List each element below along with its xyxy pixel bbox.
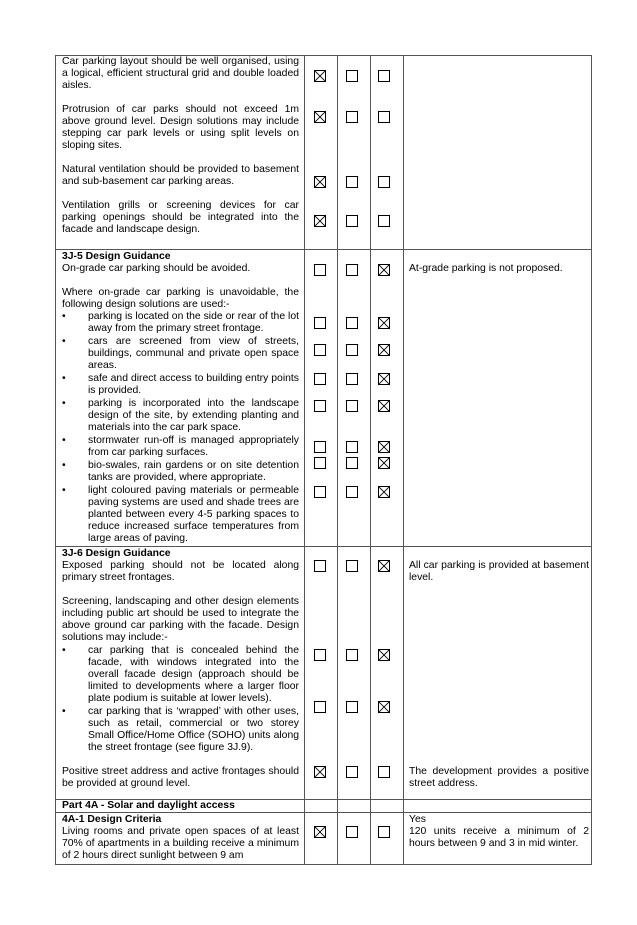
bullet-icon: • — [62, 485, 66, 496]
requirement-text: Living rooms and private open spaces of at least 70% of apartments in a building receive a minimum of 2 hours direct sunlight between 9 am — [62, 826, 299, 861]
checkbox-checked[interactable] — [314, 826, 326, 838]
requirement-text: Car parking layout should be well organised, using a logical, efficient structural grid and double loaded aisles. — [62, 56, 299, 91]
requirement-text: On-grade car parking should be avoided. — [62, 263, 251, 274]
checkbox[interactable] — [346, 560, 358, 572]
checkbox-checked[interactable] — [378, 317, 390, 329]
checkbox[interactable] — [314, 264, 326, 276]
checkbox[interactable] — [378, 70, 390, 82]
column-divider — [304, 56, 305, 864]
bullet-text: car parking that is ‘wrapped’ with other uses, such as retail, commercial or two storey Small Office/Home Office (SOHO) units along the street frontage (see figure 3J.9). — [88, 706, 299, 753]
checkbox[interactable] — [314, 649, 326, 661]
requirement-text: Ventilation grills or screening devices for car parking openings should be integrated into the facade and landscape design. — [62, 200, 299, 235]
checkbox-checked[interactable] — [378, 560, 390, 572]
cross-icon — [379, 702, 389, 712]
checkbox[interactable] — [314, 560, 326, 572]
bullet-icon: • — [62, 311, 66, 322]
cross-icon — [379, 318, 389, 328]
bullet-icon: • — [62, 706, 66, 717]
checkbox-checked[interactable] — [314, 766, 326, 778]
row-divider — [56, 812, 591, 813]
checkbox[interactable] — [346, 649, 358, 661]
bullet-text: safe and direct access to building entry points is provided. — [88, 373, 299, 396]
checkbox-checked[interactable] — [378, 486, 390, 498]
checkbox[interactable] — [346, 441, 358, 453]
comment-text: At-grade parking is not proposed. — [409, 263, 563, 274]
bullet-text: parking is located on the side or rear of the lot away from the primary street frontage. — [88, 311, 299, 334]
checkbox[interactable] — [346, 317, 358, 329]
column-divider — [337, 56, 338, 864]
checkbox[interactable] — [314, 441, 326, 453]
requirement-text: Natural ventilation should be provided to basement and sub-basement car parking areas. — [62, 164, 299, 187]
checkbox-checked[interactable] — [378, 344, 390, 356]
bullet-icon: • — [62, 373, 66, 384]
checkbox-checked[interactable] — [378, 400, 390, 412]
row-divider — [56, 546, 591, 547]
checkbox[interactable] — [378, 215, 390, 227]
comment-text: All car parking is provided at basement level. — [409, 560, 589, 583]
checkbox[interactable] — [346, 826, 358, 838]
column-divider — [403, 56, 404, 864]
bullet-icon: • — [62, 435, 66, 446]
checkbox-checked[interactable] — [378, 441, 390, 453]
cross-icon — [315, 827, 325, 837]
bullet-text: cars are screened from view of streets, buildings, communal and private open space areas. — [88, 336, 299, 371]
cross-icon — [379, 374, 389, 384]
section-heading: 4A-1 Design Criteria — [62, 814, 162, 825]
cross-icon — [379, 458, 389, 468]
checkbox[interactable] — [346, 373, 358, 385]
requirement-text: Protrusion of car parks should not exceed 1m above ground level. Design solutions may include stepping car park levels or using split levels on sloping sites. — [62, 104, 299, 151]
bullet-text: car parking that is concealed behind the facade, with windows integrated into the overall facade design (approach should be limited to developments where a larger floor plate podium is suitable at lower levels). — [88, 645, 299, 704]
bullet-icon: • — [62, 460, 66, 471]
checkbox-checked[interactable] — [378, 373, 390, 385]
bullet-text: light coloured paving materials or permeable paving systems are used and shade trees are planted between every 4-5 parking spaces to reduce increased surface temperatures from large areas of paving. — [88, 485, 299, 544]
requirement-text: Positive street address and active frontages should be provided at ground level. — [62, 766, 299, 789]
checkbox[interactable] — [378, 111, 390, 123]
checkbox-checked[interactable] — [314, 70, 326, 82]
bullet-text: parking is incorporated into the landscape design of the site, by extending planting and materials into the car park space. — [88, 398, 299, 433]
cross-icon — [379, 650, 389, 660]
checkbox[interactable] — [346, 111, 358, 123]
checkbox[interactable] — [346, 457, 358, 469]
checkbox[interactable] — [346, 701, 358, 713]
checkbox-checked[interactable] — [314, 215, 326, 227]
cross-icon — [379, 487, 389, 497]
cross-icon — [315, 216, 325, 226]
cross-icon — [315, 112, 325, 122]
checkbox[interactable] — [346, 344, 358, 356]
checkbox-checked[interactable] — [378, 457, 390, 469]
comment-text: The development provides a positive street address. — [409, 766, 589, 789]
section-heading: 3J-6 Design Guidance — [62, 548, 171, 559]
comment-text: Yes — [409, 814, 426, 825]
cross-icon — [379, 265, 389, 275]
row-divider — [56, 249, 591, 250]
requirement-text: Where on-grade car parking is unavoidable, the following design solutions are used:- — [62, 287, 299, 310]
checkbox[interactable] — [314, 344, 326, 356]
checkbox[interactable] — [346, 176, 358, 188]
checkbox-checked[interactable] — [378, 701, 390, 713]
checkbox[interactable] — [314, 373, 326, 385]
cross-icon — [315, 767, 325, 777]
checkbox[interactable] — [314, 400, 326, 412]
cross-icon — [315, 71, 325, 81]
checkbox[interactable] — [378, 176, 390, 188]
checkbox[interactable] — [378, 766, 390, 778]
cross-icon — [379, 442, 389, 452]
bullet-text: stormwater run-off is managed appropriately from car parking surfaces. — [88, 435, 299, 458]
checkbox-checked[interactable] — [378, 649, 390, 661]
requirement-text: Exposed parking should not be located along primary street frontages. — [62, 560, 299, 583]
comment-text: 120 units receive a minimum of 2 hours between 9 and 3 in mid winter. — [409, 826, 589, 849]
compliance-table — [55, 55, 592, 865]
part-heading: Part 4A - Solar and daylight access — [62, 800, 235, 811]
checkbox[interactable] — [314, 317, 326, 329]
cross-icon — [379, 401, 389, 411]
column-divider — [370, 56, 371, 864]
bullet-text: bio-swales, rain gardens or on site detention tanks are provided, where appropriate. — [88, 460, 299, 483]
cross-icon — [379, 561, 389, 571]
bullet-icon: • — [62, 336, 66, 347]
checkbox[interactable] — [346, 264, 358, 276]
bullet-icon: • — [62, 645, 66, 656]
checkbox[interactable] — [346, 400, 358, 412]
cross-icon — [379, 345, 389, 355]
checkbox[interactable] — [346, 486, 358, 498]
checkbox[interactable] — [346, 70, 358, 82]
checkbox[interactable] — [314, 457, 326, 469]
checkbox-checked[interactable] — [314, 176, 326, 188]
checkbox-checked[interactable] — [378, 264, 390, 276]
bullet-icon: • — [62, 398, 66, 409]
requirement-text: Screening, landscaping and other design elements including public art should be used to integrate the above ground car parking with the facade. Design solutions may include:- — [62, 596, 299, 643]
checkbox[interactable] — [346, 766, 358, 778]
checkbox[interactable] — [314, 701, 326, 713]
checkbox[interactable] — [346, 215, 358, 227]
cross-icon — [315, 177, 325, 187]
checkbox[interactable] — [314, 486, 326, 498]
checkbox[interactable] — [378, 826, 390, 838]
checkbox-checked[interactable] — [314, 111, 326, 123]
section-heading: 3J-5 Design Guidance — [62, 251, 171, 262]
